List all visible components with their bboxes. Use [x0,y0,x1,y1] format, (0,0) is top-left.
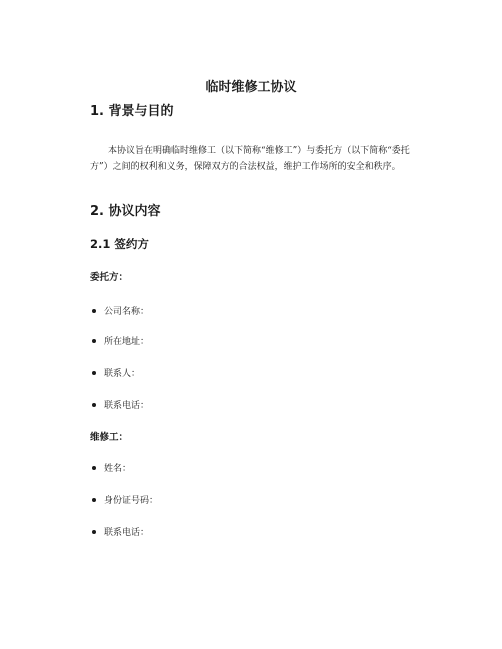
section-1-heading: 1. 背景与目的 [90,104,174,119]
paragraph-line-2: 方”）之间的权利和义务，保障双方的合法权益，维护工作场所的安全和秩序。 [90,162,401,172]
section-2-1-heading: 2.1 签约方 [90,237,149,251]
bullet-icon [92,309,96,313]
worker-item-name: 姓名： [90,463,131,475]
bullet-icon [92,530,96,534]
client-item-address: 所在地址： [90,336,149,348]
client-label: 委托方： [90,272,129,283]
bullet-icon [92,403,96,407]
bullet-icon [92,371,96,375]
paragraph-line-1: 本协议旨在明确临时维修工（以下简称“维修工”）与委托方（以下简称“委托 [108,146,410,156]
client-item-company-name: 公司名称： [90,306,149,318]
bullet-icon [92,498,96,502]
bullet-icon [92,339,96,343]
worker-item-id-number: 身份证号码： [90,495,158,507]
document-title: 临时维修工协议 [205,80,297,95]
client-item-phone: 联系电话： [90,400,149,412]
client-item-contact: 联系人： [90,368,140,380]
bullet-icon [92,466,96,470]
worker-label: 维修工： [90,432,129,443]
section-1-paragraph [90,143,420,175]
section-2-heading: 2. 协议内容 [90,204,161,219]
worker-item-phone: 联系电话： [90,527,149,539]
